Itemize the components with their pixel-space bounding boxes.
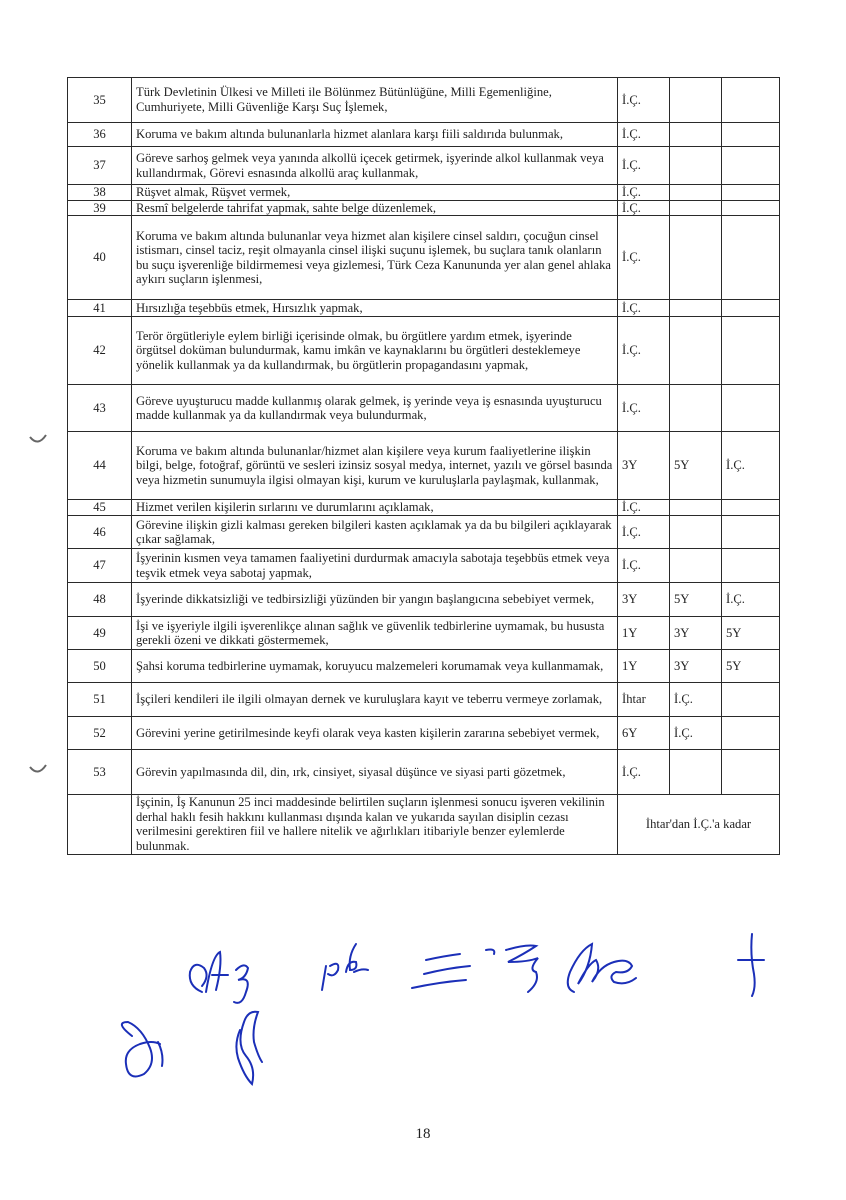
penalty-first: İ.Ç. xyxy=(618,549,670,583)
penalty-range: İhtar'dan İ.Ç.'a kadar xyxy=(618,795,780,854)
signature-5 xyxy=(568,944,636,992)
row-number: 52 xyxy=(68,717,132,750)
penalty-first: İ.Ç. xyxy=(618,300,670,317)
row-number: 42 xyxy=(68,317,132,385)
row-number: 39 xyxy=(68,200,132,216)
offense-description: Hizmet verilen kişilerin sırlarını ve durumlarını açıklamak, xyxy=(132,500,618,516)
row-number: 46 xyxy=(68,516,132,549)
signature-4 xyxy=(506,946,538,993)
penalty-first: İ.Ç. xyxy=(618,385,670,432)
penalty-first: İ.Ç. xyxy=(618,317,670,385)
row-number: 51 xyxy=(68,683,132,717)
offense-description: Koruma ve bakım altında bulunanlar/hizmet alan kişilere veya kurum faaliyetlerine ilişkin bilgi, belge, fotoğraf, görüntü ve sesleri izinsiz sosyal medya, internet, yazılı ve görsel basında veya hizmetin sunumuyla ilgisi olmayan kişi, kurum ve kuruluşlarla paylaşmak, kullanmak, xyxy=(132,432,618,500)
offense-description: Koruma ve bakım altında bulunanlar veya hizmet alan kişilere cinsel saldırı, çocuğun cinsel istismarı, cinsel taciz, reşit olmayanla cinsel ilişki suçunu işlemek, bu suçlara tanık olanların bu suçu işverenliğe bildirmemesi veya gizlemesi, Türk Ceza Kanununda yer alan genel ahlaka aykırı suçların işlenmesi, xyxy=(132,216,618,300)
penalty-first: 3Y xyxy=(618,583,670,617)
penalty-first: 1Y xyxy=(618,617,670,650)
offense-description: Hırsızlığa teşebbüs etmek, Hırsızlık yapmak, xyxy=(132,300,618,317)
penalty-third: 5Y xyxy=(722,617,780,650)
row-number: 38 xyxy=(68,185,132,201)
penalty-third: 5Y xyxy=(722,650,780,683)
handwritten-signatures xyxy=(122,934,764,1084)
offense-description: İşyerinde dikkatsizliği ve tedbirsizliği yüzünden bir yangın başlangıcına sebebiyet vermek, xyxy=(132,583,618,617)
row-number: 48 xyxy=(68,583,132,617)
signature-3 xyxy=(412,950,494,989)
signature-8 xyxy=(236,1012,262,1084)
offense-description: Göreve sarhoş gelmek veya yanında alkollü içecek getirmek, işyerinde alkol kullanmak veya kullandırmak, Görevi esnasında alkollü araç kullanmak, xyxy=(132,147,618,185)
row-number: 49 xyxy=(68,617,132,650)
row-number: 37 xyxy=(68,147,132,185)
page-number: 18 xyxy=(415,1126,431,1142)
penalty-first: İ.Ç. xyxy=(618,185,670,201)
penalty-third: İ.Ç. xyxy=(722,583,780,617)
offense-description: İşçileri kendileri ile ilgili olmayan dernek ve kuruluşlara kayıt ve teberru vermeye zorlamak, xyxy=(132,683,618,717)
penalty-first: İ.Ç. xyxy=(618,500,670,516)
row-number: 50 xyxy=(68,650,132,683)
offense-description: Şahsi koruma tedbirlerine uymamak, koruyucu malzemeleri korumamak veya kullanmamak, xyxy=(132,650,618,683)
row-number: 45 xyxy=(68,500,132,516)
punch-hole-mark-2 xyxy=(30,765,46,772)
offense-description: Görevini yerine getirilmesinde keyfi olarak veya kasten kişilerin zararına sebebiyet vermek, xyxy=(132,717,618,750)
penalty-third: İ.Ç. xyxy=(722,432,780,500)
penalty-second: 5Y xyxy=(670,432,722,500)
row-number: 41 xyxy=(68,300,132,317)
offense-description: Resmî belgelerde tahrifat yapmak, sahte belge düzenlemek, xyxy=(132,200,618,216)
row-number: 40 xyxy=(68,216,132,300)
penalty-second: İ.Ç. xyxy=(670,683,722,717)
penalty-first: İ.Ç. xyxy=(618,216,670,300)
penalty-first: İ.Ç. xyxy=(618,78,670,123)
penalty-first: İ.Ç. xyxy=(618,123,670,147)
signature-2 xyxy=(322,944,368,990)
punch-hole-mark-1 xyxy=(30,435,46,442)
offense-description: Görevine ilişkin gizli kalması gereken bilgileri kasten açıklamak ya da bu bilgileri açıklayarak çıkar sağlamak, xyxy=(132,516,618,549)
penalty-second: 3Y xyxy=(670,617,722,650)
penalty-first: 6Y xyxy=(618,717,670,750)
penalty-second: 5Y xyxy=(670,583,722,617)
offense-description: İşi ve işyeriyle ilgili işverenlikçe alınan sağlık ve güvenlik tedbirlerine uymamak, bu hususta gerekli özeni ve dikkati göstermemek, xyxy=(132,617,618,650)
signature-1 xyxy=(190,952,248,1003)
row-number: 43 xyxy=(68,385,132,432)
offense-description: İşyerinin kısmen veya tamamen faaliyetini durdurmak amacıyla sabotaja teşebbüs etmek veya teşvik etmek veya sabotaj yapmak, xyxy=(132,549,618,583)
row-number: 44 xyxy=(68,432,132,500)
penalty-first: İhtar xyxy=(618,683,670,717)
row-number: 53 xyxy=(68,750,132,795)
offense-description: Rüşvet almak, Rüşvet vermek, xyxy=(132,185,618,201)
offense-description: Göreve uyuşturucu madde kullanmış olarak gelmek, iş yerinde veya iş esnasında uyuşturucu madde kullanmak ya da kullandırmak veya bulundurmak, xyxy=(132,385,618,432)
penalty-first: 1Y xyxy=(618,650,670,683)
row-number: 35 xyxy=(68,78,132,123)
penalty-first: İ.Ç. xyxy=(618,200,670,216)
penalty-first: İ.Ç. xyxy=(618,147,670,185)
offense-description: Koruma ve bakım altında bulunanlarla hizmet alanlara karşı fiili saldırıda bulunmak, xyxy=(132,123,618,147)
penalty-second: 3Y xyxy=(670,650,722,683)
offense-description: Görevin yapılmasında dil, din, ırk, cinsiyet, siyasal düşünce ve siyasi parti gözetmek, xyxy=(132,750,618,795)
offense-description: Türk Devletinin Ülkesi ve Milleti ile Bölünmez Bütünlüğüne, Milli Egemenliğine, Cumhuriyete, Milli Güvenliğe Karşı Suç İşlemek, xyxy=(132,78,618,123)
penalty-first: 3Y xyxy=(618,432,670,500)
penalty-first: İ.Ç. xyxy=(618,516,670,549)
penalty-first: İ.Ç. xyxy=(618,750,670,795)
offense-description: Terör örgütleriyle eylem birliği içerisinde olmak, bu örgütlere yardım etmek, işyerinde örgütsel doküman bulundurmak, kamu imkân ve kaynaklarını bu örgütleri desteklemeye yönelik kullanmak ya da kullandırmak, bu örgütlerin propagandasını yapmak, xyxy=(132,317,618,385)
signature-7 xyxy=(122,1022,163,1076)
signature-6 xyxy=(738,934,764,996)
row-number: 47 xyxy=(68,549,132,583)
row-number: 36 xyxy=(68,123,132,147)
offense-description: İşçinin, İş Kanunun 25 inci maddesinde belirtilen suçların işlenmesi sonucu işveren vekilinin derhal haklı fesih hakkını kullanması dışında kalan ve yukarıda sayılan disiplin cezası verilmesini gerektiren fiil ve hallere nitelik ve ağırlıkları itibariyle benzer eylemlerde bulunmak. xyxy=(132,795,618,854)
penalty-second: İ.Ç. xyxy=(670,717,722,750)
